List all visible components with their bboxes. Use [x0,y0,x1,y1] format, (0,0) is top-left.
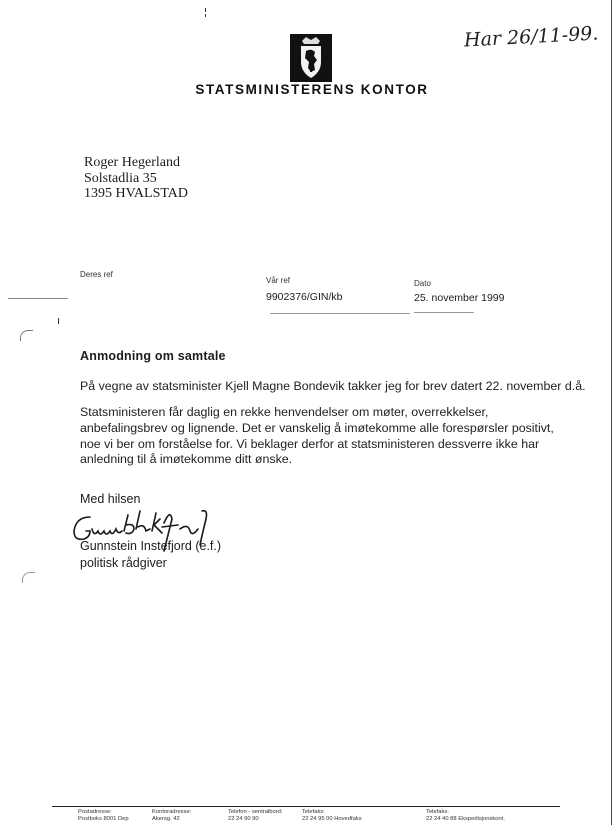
hole-punch-mark [22,572,35,583]
our-ref-value: 9902376/GIN/kb [266,291,343,303]
your-ref-label: Deres ref [80,270,113,279]
date-label: Dato [414,279,431,288]
letter-subject: Anmodning om samtale [80,349,226,363]
scan-speck [58,318,59,324]
scan-speck [205,14,206,17]
recipient-postal: 1395 HVALSTAD [84,186,189,201]
signer-title: politisk rådgiver [80,556,167,570]
footer-phone: Telefon - sentralbord: 22 24 90 90 [228,809,283,822]
organization-name: STATSMINISTERENS KONTOR [195,82,429,97]
scan-speck [8,298,68,299]
scan-speck [270,313,410,314]
our-ref-label: Vår ref [266,276,291,285]
scan-speck [205,8,206,12]
footer-office-address: Kontoradresse: Akersg. 42 [152,809,192,822]
footer-rule [52,806,560,807]
date-value: 25. november 1999 [414,292,505,304]
signer-name: Gunnstein Instefjord (e.f.) [80,539,222,553]
body-paragraph: På vegne av statsminister Kjell Magne Bondevik takker jeg for brev datert 22. november d.å. [80,379,586,393]
coat-of-arms-icon [290,34,332,82]
footer-postal-address: Postadresse: Postboks 8001 Dep [78,809,129,822]
footer-fax-main: Telefaks: 22 24 95 00 Hovedfaks [302,809,362,822]
recipient-street: Solstadlia 35 [84,170,157,186]
handwritten-note: Har 26/11-99. [463,22,599,52]
body-paragraph: Statsministeren får daglig en rekke henvendelser om møter, overrekkelser, anbefalingsbrev og lignende. Det er vanskelig å imøtekomme alle forespørsler positivt, noe vi ber om forståelse for. Vi beklager derfor at statsministeren dessverre ikke har anledning til å imøtekomme ditt ønske. [80,405,554,467]
closing-salutation: Med hilsen [80,492,141,506]
footer-fax-office: Telefaks: 22 24 40 88 Ekspedisjonskont. [426,809,505,822]
hole-punch-mark [20,330,33,341]
recipient-address [84,155,188,202]
recipient-name: Roger Hegerland [84,155,181,170]
scan-speck [414,312,474,313]
